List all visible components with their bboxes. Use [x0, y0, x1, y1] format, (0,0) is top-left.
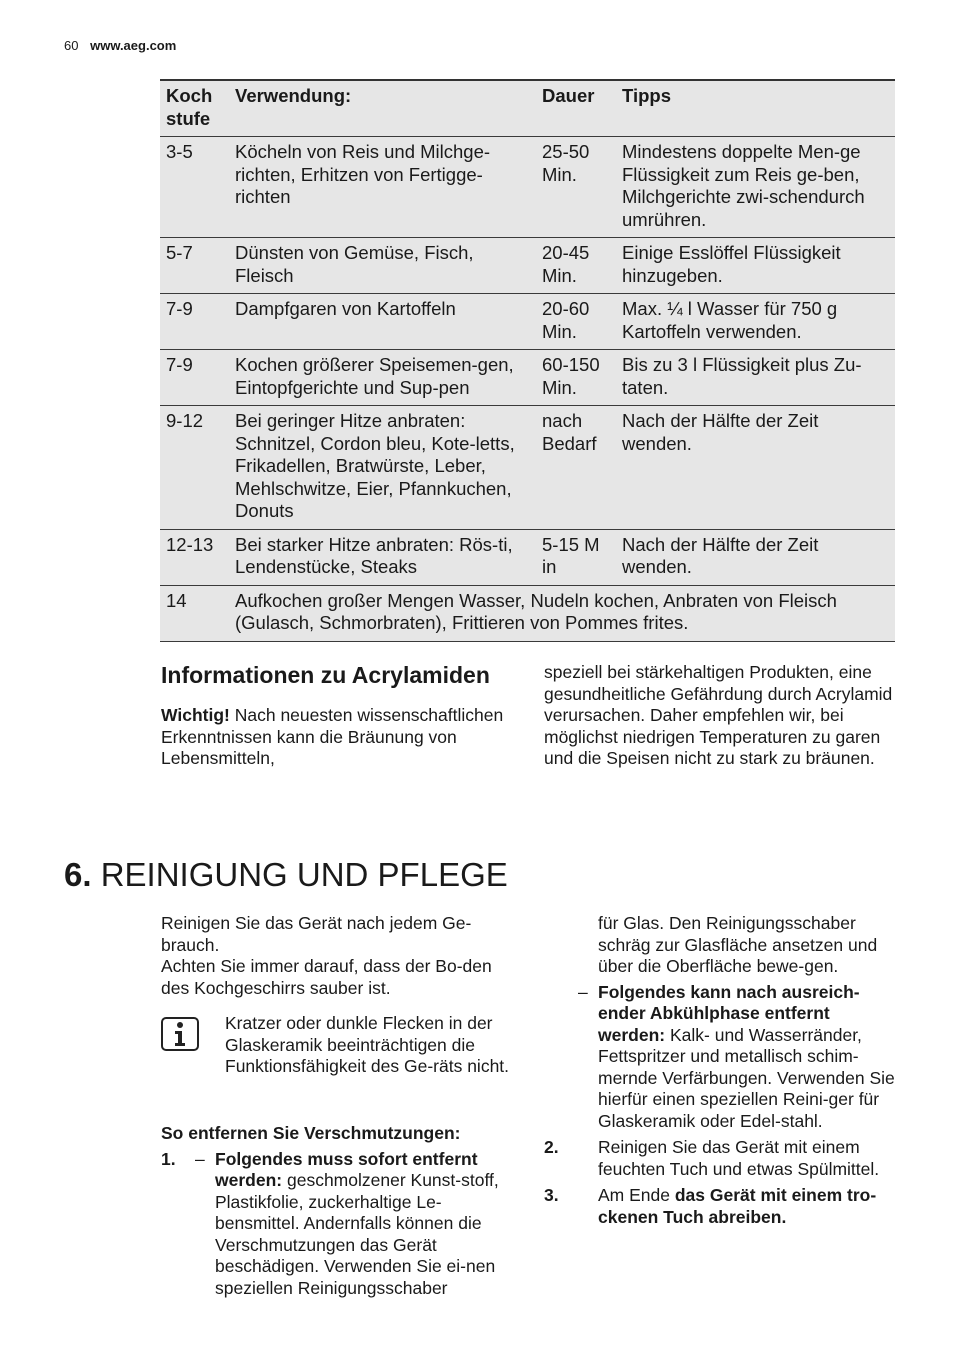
cell-stufe: 7-9 — [160, 294, 229, 350]
site-url: www.aeg.com — [90, 38, 177, 53]
step-number: 1. — [161, 1148, 176, 1169]
chapter-title: REINIGUNG UND PFLEGE — [100, 856, 508, 893]
col-header-stufe: Koch stufe — [160, 80, 229, 137]
cleaning-intro-1: Reinigen Sie das Gerät nach jedem Ge-brauch. — [161, 913, 472, 955]
cell-tipps: Bis zu 3 l Flüssigkeit plus Zu-taten. — [616, 350, 895, 406]
cell-verwendung-span: Aufkochen großer Mengen Wasser, Nudeln kochen, Anbraten von Fleisch (Gulasch, Schmorbraten), Frittieren von Pommes frites. — [229, 585, 895, 641]
table-row — [160, 529, 895, 585]
cleaning-column-right — [544, 913, 899, 1228]
cell-verwendung: Kochen größerer Speisemen-gen, Eintopfgerichte und Sup-pen — [229, 350, 536, 406]
step-1b-bold: Folgendes kann nach ausreich-ender Abkühlphase entfernt werden: — [598, 981, 860, 1045]
cell-verwendung: Bei geringer Hitze anbraten: Schnitzel, Cordon bleu, Kote-letts, Frikadellen, Bratwürste, Leber, Mehlschwitze, Eier, Pfannkuchen, Donuts — [229, 406, 536, 530]
cell-tipps: Max. ¼ l Wasser für 750 g Kartoffeln verwenden. — [616, 294, 895, 350]
cell-verwendung: Bei starker Hitze anbraten: Rös-ti, Lendenstücke, Steaks — [229, 529, 536, 585]
acrylamide-paragraph-start: Nach neuesten wissenschaftlichen Erkenntnissen kann die Bräunung von Lebensmitteln, — [161, 705, 504, 768]
info-icon — [161, 1017, 199, 1051]
cooking-table — [160, 79, 895, 642]
step-1-text: geschmolzener Kunst-stoff, Plastikfolie, zuckerhaltige Le-bensmittel. Andernfalls können die Verschmutzungen das Gerät beschädigen. Verwenden Sie ei-nen speziellen Reinigungsschaber — [215, 1170, 499, 1298]
cell-dauer: 20-60 Min. — [536, 294, 616, 350]
cell-dauer: 5-15 M in — [536, 529, 616, 585]
cell-dauer: 60-150 Min. — [536, 350, 616, 406]
table-row — [160, 294, 895, 350]
cell-verwendung: Dünsten von Gemüse, Fisch, Fleisch — [229, 238, 536, 294]
cell-tipps: Nach der Hälfte der Zeit wenden. — [616, 529, 895, 585]
cell-tipps: Nach der Hälfte der Zeit wenden. — [616, 406, 895, 530]
cell-dauer: nach Bedarf — [536, 406, 616, 530]
dash-bullet: – — [578, 981, 588, 1002]
col-header-verwendung: Verwendung: — [229, 80, 536, 137]
cell-stufe: 7-9 — [160, 350, 229, 406]
table-row — [160, 585, 895, 641]
acrylamide-text-right: speziell bei stärkehaltigen Produkten, eine gesundheitliche Gefährdung durch Acrylamid verursachen. Daher empfehlen wir, bei möglichst niedrigen Temperaturen zu garen und die Speisen nicht zu stark zu bräunen. — [544, 662, 893, 768]
info-note — [161, 1013, 511, 1105]
table-row — [160, 238, 895, 294]
step-2-text: Reinigen Sie das Gerät mit einem feuchten Tuch und etwas Spülmittel. — [598, 1137, 880, 1179]
cell-tipps: Mindestens doppelte Men-ge Flüssigkeit zum Reis ge-ben, Milchgerichte zwi-schendurch umrühren. — [616, 137, 895, 238]
acrylamide-text-left — [161, 705, 511, 770]
step-1b-text: Kalk- und Wasserränder, Fettspritzer und metallisch schim-mernde Verfärbungen. Verwenden Sie hierfür einen speziellen Reini-ger für Glaskeramik oder Edel-stahl. — [598, 1024, 895, 1131]
cell-stufe: 14 — [160, 585, 229, 641]
table-header-row — [160, 80, 895, 137]
cell-dauer: 20-45 Min. — [536, 238, 616, 294]
cleaning-intro-2: Achten Sie immer darauf, dass der Bo-den des Kochgeschirrs sauber ist. — [161, 956, 492, 998]
page-header — [64, 38, 176, 53]
step-1 — [161, 1149, 511, 1300]
chapter-heading — [64, 855, 508, 895]
cell-stufe: 9-12 — [160, 406, 229, 530]
page-number: 60 — [64, 38, 79, 53]
cell-stufe: 12-13 — [160, 529, 229, 585]
dash-bullet: – — [195, 1148, 205, 1169]
cleaning-column-left — [161, 913, 511, 1299]
cell-dauer: 25-50 Min. — [536, 137, 616, 238]
col-header-tipps: Tipps — [616, 80, 895, 137]
step-1-continued: für Glas. Den Reinigungsschaber schräg zur Glasfläche ansetzen und über die Oberfläche bewe-gen. — [598, 913, 878, 976]
cell-stufe: 5-7 — [160, 238, 229, 294]
table-row — [160, 350, 895, 406]
step-3-bold: das Gerät mit einem tro-ckenen Tuch abreiben. — [598, 1185, 877, 1227]
info-note-text: Kratzer oder dunkle Flecken in der Glaskeramik beeinträchtigen die Funktionsfähigkeit des Ge-räts nicht. — [225, 1013, 510, 1076]
step-number: 3. — [544, 1185, 559, 1205]
cell-tipps: Einige Esslöffel Flüssigkeit hinzugeben. — [616, 238, 895, 294]
step-2 — [544, 1137, 899, 1180]
cell-verwendung: Dampfgaren von Kartoffeln — [229, 294, 536, 350]
cell-verwendung: Köcheln von Reis und Milchge-richten, Erhitzen von Fertigge-richten — [229, 137, 536, 238]
col-header-dauer: Dauer — [536, 80, 616, 137]
important-label: Wichtig! — [161, 705, 230, 725]
table-row — [160, 406, 895, 530]
table-row — [160, 137, 895, 238]
step-1-bold: Folgendes muss sofort entfernt werden: — [215, 1148, 478, 1190]
step-number: 2. — [544, 1137, 559, 1157]
step-3 — [544, 1185, 899, 1228]
step-1b — [544, 982, 899, 1133]
cell-stufe: 3-5 — [160, 137, 229, 238]
acrylamide-title: Informationen zu Acrylamiden — [161, 662, 490, 688]
chapter-number: 6. — [64, 856, 92, 893]
cleaning-subheading: So entfernen Sie Verschmutzungen: — [161, 1123, 461, 1143]
acrylamide-section-left — [161, 662, 511, 770]
step-3-pre: Am Ende — [598, 1185, 670, 1205]
